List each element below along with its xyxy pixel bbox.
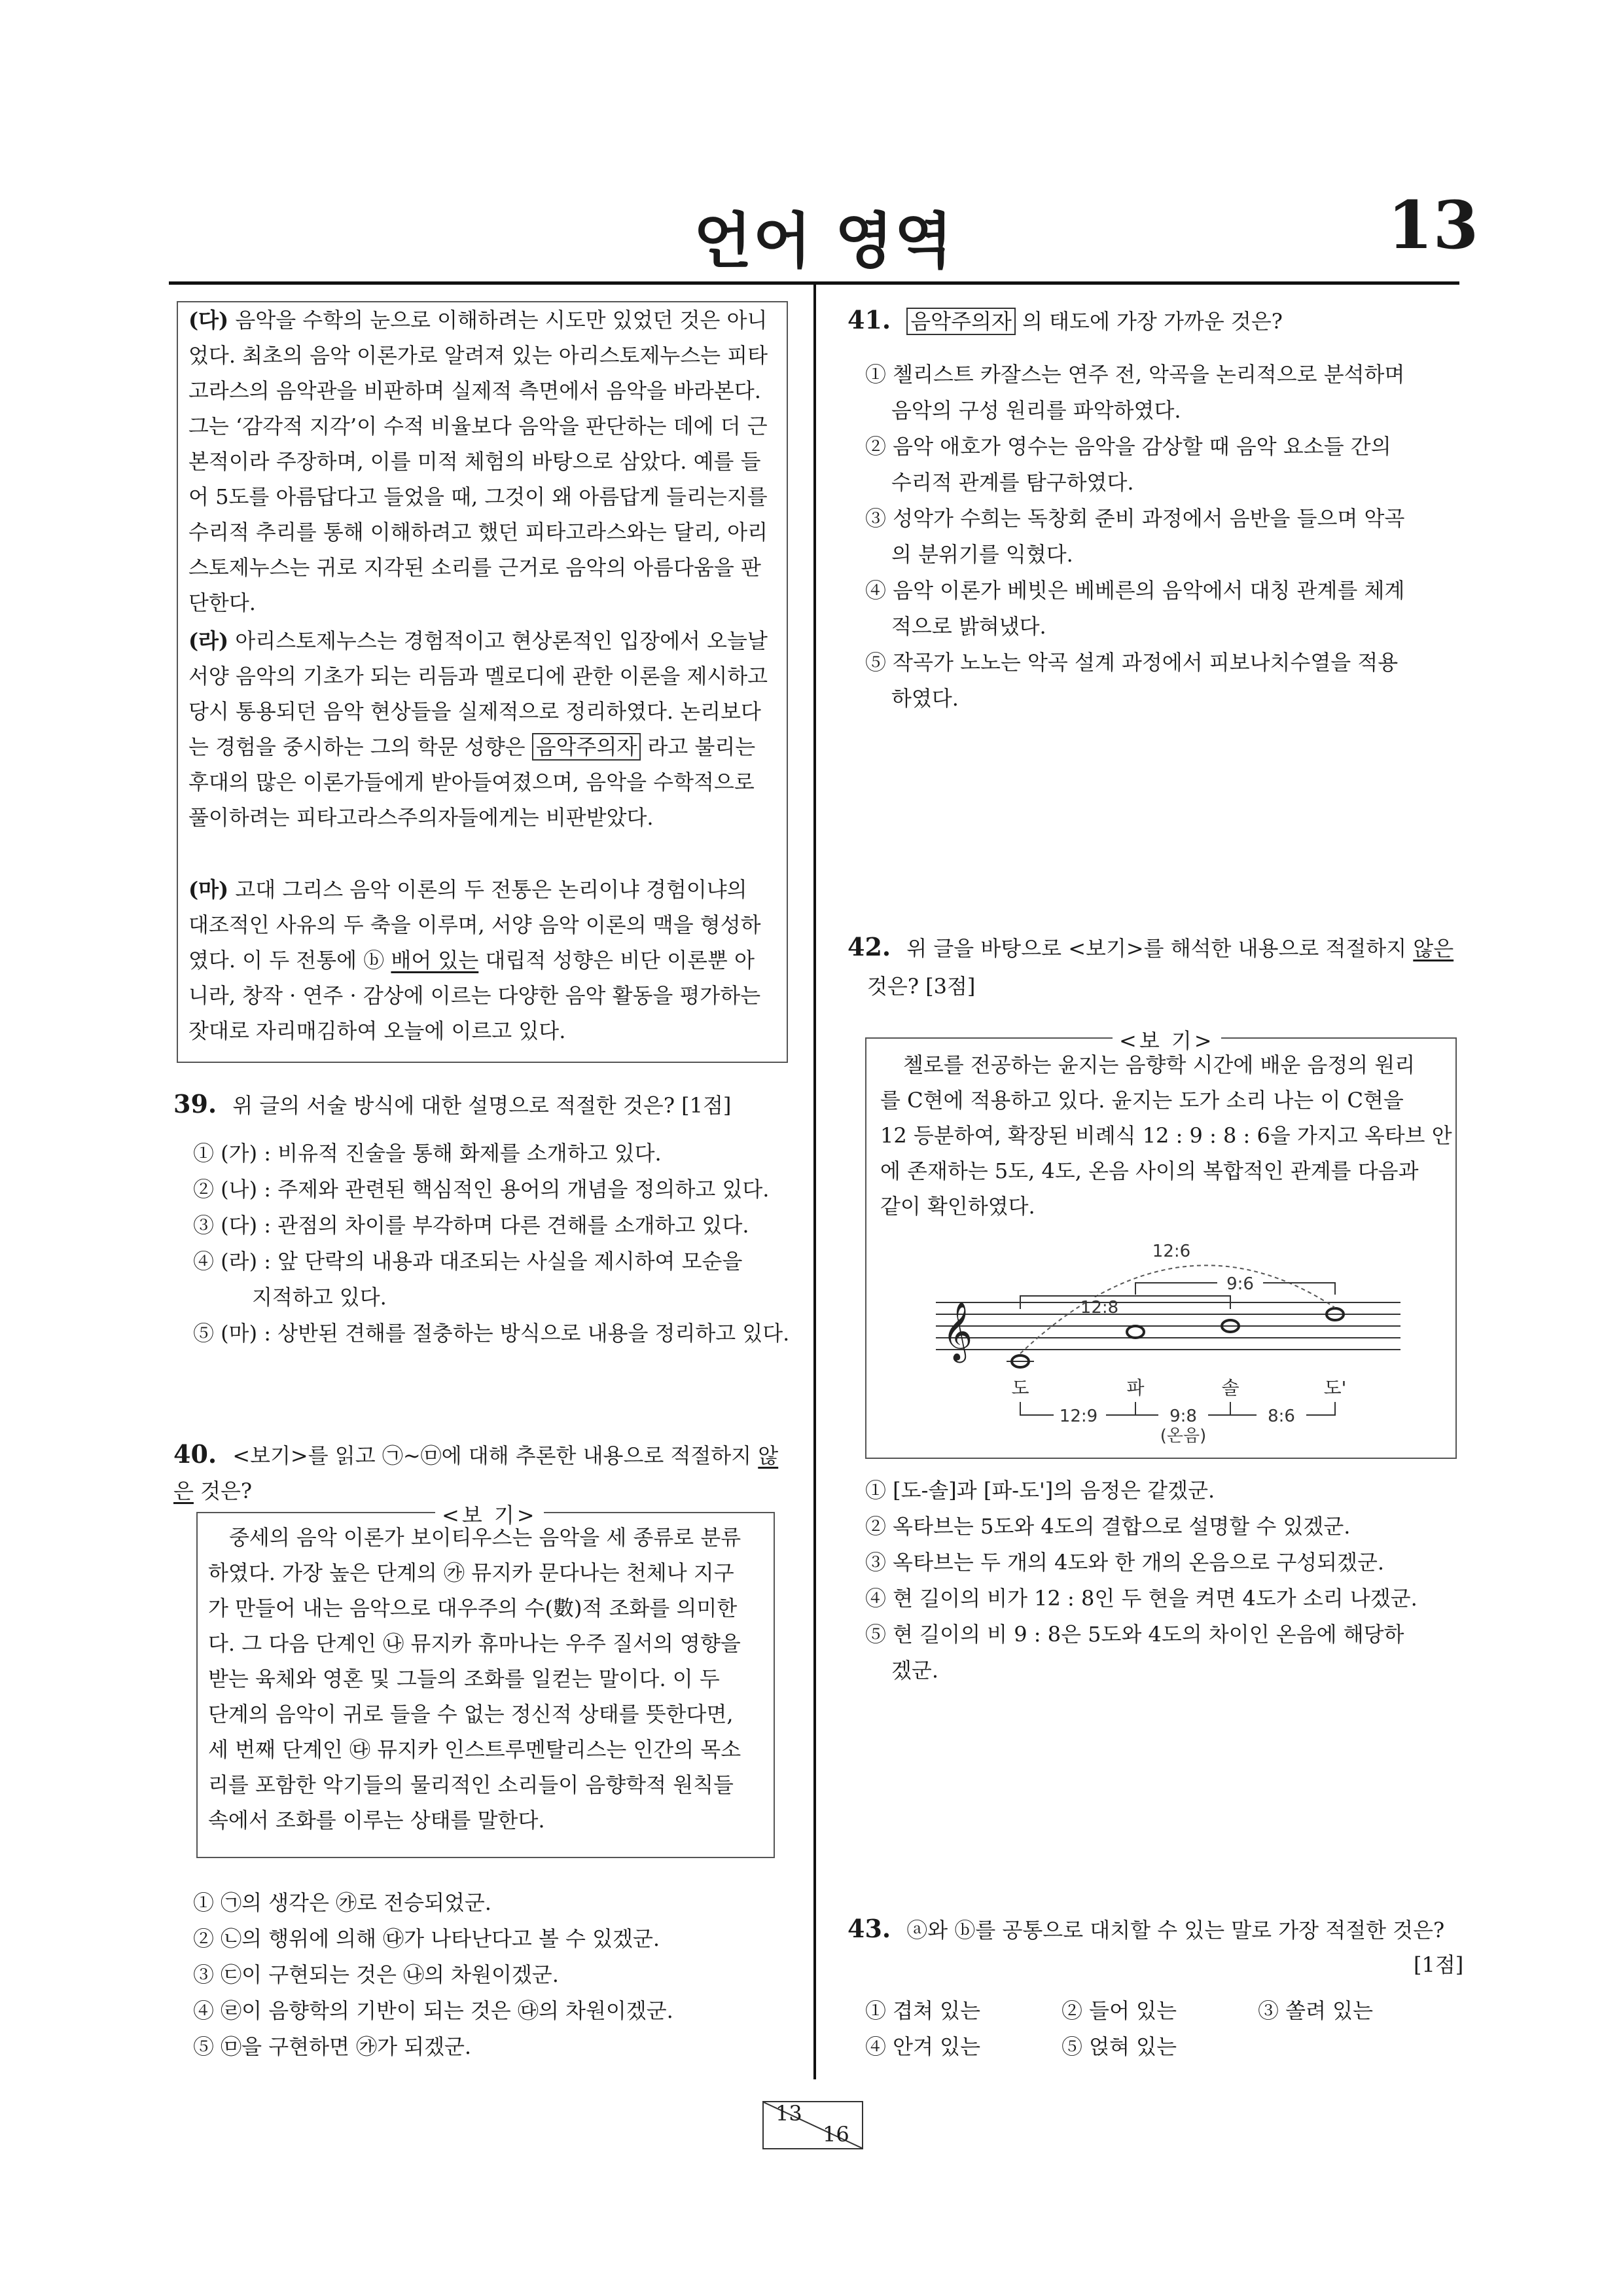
q41-option-4-cont: 적으로 밝혀냈다. — [891, 614, 1046, 639]
q39-option-4[interactable]: ④ (라) : 앞 단락의 내용과 대조되는 사실을 제시하여 모순을 — [193, 1249, 743, 1274]
bogi-line: 속에서 조화를 이루는 상태를 말한다. — [208, 1808, 545, 1833]
bogi-line: 가 만들어 내는 음악으로 대우주의 수(數)적 조화를 의미한 — [208, 1596, 738, 1621]
q41-option-3[interactable]: ③ 성악가 수희는 독창회 준비 과정에서 음반을 들으며 악곡 — [865, 506, 1405, 531]
q41-option-1[interactable]: ① 첼리스트 카잘스는 연주 전, 악곡을 논리적으로 분석하며 — [865, 362, 1405, 387]
q40-option-3[interactable]: ③ ㉢이 구현되는 것은 ㉯의 차원이겠군. — [193, 1962, 559, 1987]
bogi-line: 세 번째 단계인 ㉰ 뮤지카 인스트루멘탈리스는 인간의 목소 — [208, 1737, 741, 1762]
bogi-line: 리를 포함한 악기들의 물리적인 소리들이 음향학적 원칙들 — [208, 1772, 734, 1797]
question-number: 39. — [173, 1089, 217, 1119]
q39-option-3[interactable]: ③ (다) : 관점의 차이를 부각하며 다른 견해를 소개하고 있다. — [193, 1213, 749, 1238]
q42-option-1[interactable]: ① [도-솔]과 [파-도']의 음정은 같겠군. — [865, 1478, 1215, 1503]
q43-option-1[interactable]: ① 겹쳐 있는 — [865, 1998, 980, 2023]
bogi-line: 12 등분하여, 확장된 비례식 12 : 9 : 8 : 6을 가지고 옥타브 안 — [880, 1123, 1452, 1148]
bogi-title: <보 기> — [435, 1499, 544, 1529]
q40-option-4[interactable]: ④ ㉣이 음향학의 기반이 되는 것은 ㉰의 차원이겠군. — [193, 1998, 673, 2023]
q41-option-5[interactable]: ⑤ 작곡가 노노는 악곡 설계 과정에서 피보나치수열을 적용 — [865, 650, 1399, 675]
bogi-line: 를 C현에 적용하고 있다. 윤지는 도가 소리 나는 이 C현을 — [880, 1088, 1404, 1113]
page-number: 13 — [1387, 187, 1479, 264]
note-pa — [1127, 1326, 1144, 1338]
question-41 — [847, 302, 1463, 339]
q42-option-5[interactable]: ⑤ 현 길이의 비 9 : 8은 5도와 4도의 차이인 온음에 해당하 — [865, 1622, 1404, 1647]
ratio-9-6: 9:6 — [1226, 1274, 1254, 1294]
q43-option-5[interactable]: ⑤ 얹혀 있는 — [1061, 2034, 1177, 2059]
bogi-title: <보 기> — [1113, 1024, 1221, 1054]
q40-option-2[interactable]: ② ㉡의 행위에 의해 ㉰가 나타난다고 볼 수 있겠군. — [193, 1926, 660, 1951]
q41-option-5-cont: 하였다. — [891, 686, 959, 711]
paragraph-text: 음악을 수학의 눈으로 이해하려는 시도만 있었던 것은 아니었다. 최초의 음악 이론가로 알려져 있는 아리스토제누스는 피타고라스의 음악관을 비판하며 실제적 측면에서 음악을 바라본다. 그는 ‘감각적 지각’이 수적 비율보다 음악을 판단하는 데에 더 근본적이라 주장하며, 이를 미적 체험의 바탕으로 삼았다. 예를 들어 5도를 아름답다고 들었을 때, 그것이 왜 아름답게 들리는지를 수리적 추리를 통해 이해하려고 했던 피타고라스와는 달리, 아리스토제누스는 귀로 지각된 소리를 근거로 음악의 아름다움을 판단한다. — [188, 308, 768, 615]
question-stem: 위 글을 바탕으로 <보기>를 해석한 내용으로 적절하지 — [906, 936, 1407, 961]
bogi-line: 받는 육체와 영혼 및 그들의 조화를 일컫는 말이다. 이 두 — [208, 1666, 720, 1691]
q42-option-3[interactable]: ③ 옥타브는 두 개의 4도와 한 개의 온음으로 구성되겠군. — [865, 1550, 1385, 1575]
paragraph-label: (다) — [188, 308, 229, 332]
q42-option-5-cont: 겠군. — [891, 1658, 938, 1683]
question-43-points: [1점] — [1414, 1952, 1464, 1977]
bogi-line: 같이 확인하였다. — [880, 1194, 1035, 1219]
paragraph-ma — [188, 872, 772, 1049]
paragraph-label: (마) — [188, 877, 229, 902]
arc-octave — [1020, 1265, 1335, 1354]
question-number: 40. — [173, 1439, 217, 1469]
question-stem: ⓐ와 ⓑ를 공통으로 대치할 수 있는 말로 가장 적절한 것은? — [906, 1918, 1445, 1943]
question-40 — [173, 1437, 795, 1509]
ratio-9-8: 9:8 — [1169, 1407, 1197, 1426]
paragraph-text: 아리스토제누스는 경험적이고 현상론적인 입장에서 오늘날 서양 음악의 기초가 되는 리듬과 멜로디에 관한 이론을 제시하고 당시 통용되던 음악 현상들을 실제적으로 정리하였다. 논리보다는 경험을 중시하는 그의 학문 성향은 — [188, 628, 768, 759]
ratio-8-6: 8:6 — [1268, 1407, 1295, 1426]
paragraph-label: (라) — [188, 628, 229, 653]
footer-page-box — [762, 2101, 863, 2149]
question-42 — [847, 929, 1463, 966]
q41-option-3-cont: 의 분위기를 익혔다. — [891, 542, 1073, 567]
paragraph-text: 라고 불리는 후대의 많은 이론가들에게 받아들여졌으며, 음악을 수학적으로 풀이하려는 피타고라스주의자들에게는 비판받았다. — [188, 734, 756, 830]
q39-option-1[interactable]: ① (가) : 비유적 진술을 통해 화제를 소개하고 있다. — [193, 1141, 662, 1166]
boxed-term: 음악주의자 — [906, 308, 1016, 335]
question-42-stem-end: 것은? [3점] — [867, 974, 976, 999]
paragraph-da — [188, 302, 772, 620]
paragraph-text: 고대 그리스 음악 이론의 두 전통은 논리이냐 경험이냐의 대조적인 사유의 두 축을 이루며, 서양 음악 이론의 맥을 형성하였다. 이 두 전통에 ⓑ — [188, 877, 761, 973]
q39-option-4-cont: 지적하고 있다. — [252, 1285, 387, 1310]
question-stem-end: 것은? — [200, 1479, 253, 1503]
bogi-line: 하였다. 가장 높은 단계의 ㉮ 뮤지카 문다나는 천체나 지구 — [208, 1560, 734, 1585]
boxed-term: 음악주의자 — [532, 733, 641, 761]
footer-total-pages: 16 — [823, 2122, 849, 2147]
q43-option-3[interactable]: ③ 쏠려 있는 — [1258, 1998, 1373, 2023]
question-number: 41. — [847, 305, 891, 334]
underlined-phrase: 배어 있는 — [391, 948, 479, 973]
q42-option-2[interactable]: ② 옥타브는 5도와 4도의 결합으로 설명할 수 있겠군. — [865, 1514, 1351, 1539]
ratio-12-8: 12:8 — [1080, 1298, 1119, 1318]
underlined-word: 않은 — [1413, 936, 1454, 961]
section-title: 언어 영역 — [694, 206, 954, 276]
question-stem: 의 태도에 가장 가까운 것은? — [1022, 309, 1283, 334]
q41-option-2-cont: 수리적 관계를 탐구하였다. — [891, 470, 1134, 495]
q43-option-2[interactable]: ② 들어 있는 — [1061, 1998, 1177, 2023]
interval-diagram — [916, 1230, 1414, 1446]
q41-option-2[interactable]: ② 음악 애호가 영수는 음악을 감상할 때 음악 요소들 간의 — [865, 434, 1391, 459]
question-number: 42. — [847, 932, 891, 961]
bogi-line: 단계의 음악이 귀로 들을 수 없는 정신적 상태를 뜻한다면, — [208, 1702, 734, 1727]
ratio-12-6: 12:6 — [1152, 1242, 1191, 1261]
question-43 — [847, 1911, 1463, 1948]
q39-option-5[interactable]: ⑤ (마) : 상반된 견해를 절충하는 방식으로 내용을 정리하고 있다. — [193, 1321, 790, 1346]
note-name-sol: 솔 — [1221, 1377, 1240, 1399]
q41-option-4[interactable]: ④ 음악 이론가 베빗은 베베른의 음악에서 대칭 관계를 체계 — [865, 578, 1405, 603]
underlined-word: 않은 — [173, 1443, 779, 1503]
q40-option-5[interactable]: ⑤ ㉤을 구현하면 ㉮가 되겠군. — [193, 2034, 472, 2059]
bogi-line: 중세의 음악 이론가 보이티우스는 음악을 세 종류로 분류 — [229, 1525, 741, 1550]
whole-tone-label: (온음) — [1160, 1426, 1207, 1446]
column-divider — [813, 283, 816, 2079]
footer-current-page: 13 — [776, 2101, 802, 2126]
question-number: 43. — [847, 1914, 891, 1943]
treble-clef-icon: 𝄞 — [942, 1302, 973, 1361]
bogi-line: 첼로를 전공하는 윤지는 음향학 시간에 배운 음정의 원리 — [903, 1052, 1416, 1077]
note-name-do-high: 도' — [1323, 1377, 1347, 1399]
question-stem: 위 글의 서술 방식에 대한 설명으로 적절한 것은? [1점] — [232, 1093, 732, 1118]
reading-passage — [177, 301, 788, 1063]
q43-option-4[interactable]: ④ 안겨 있는 — [865, 2034, 980, 2059]
bogi-line: 에 존재하는 5도, 4도, 온음 사이의 복합적인 관계를 다음과 — [880, 1158, 1419, 1183]
ratio-12-9: 12:9 — [1059, 1407, 1098, 1426]
q39-option-2[interactable]: ② (나) : 주제와 관련된 핵심적인 용어의 개념을 정의하고 있다. — [193, 1177, 770, 1202]
bogi-line: 다. 그 다음 단계인 ㉯ 뮤지카 휴마나는 우주 질서의 영향을 — [208, 1631, 741, 1656]
paragraph-ra — [188, 623, 772, 835]
q42-option-4[interactable]: ④ 현 길이의 비가 12 : 8인 두 현을 켜면 4도가 소리 나겠군. — [865, 1586, 1418, 1611]
note-name-pa: 파 — [1126, 1377, 1145, 1399]
q41-option-1-cont: 음악의 구성 원리를 파악하였다. — [891, 398, 1181, 423]
note-name-do: 도 — [1011, 1377, 1029, 1399]
question-stem: <보기>를 읽고 ㉠~㉤에 대해 추론한 내용으로 적절하지 — [232, 1443, 752, 1468]
q40-option-1[interactable]: ① ㉠의 생각은 ㉮로 전승되었군. — [193, 1890, 491, 1915]
paragraph-text: 대립적 성향은 비단 이론뿐 아니라, 창작 · 연주 · 감상에 이르는 다양한 음악 활동을 평가하는 잣대로 자리매김하여 오늘에 이르고 있다. — [188, 948, 761, 1043]
question-39 — [173, 1086, 789, 1123]
